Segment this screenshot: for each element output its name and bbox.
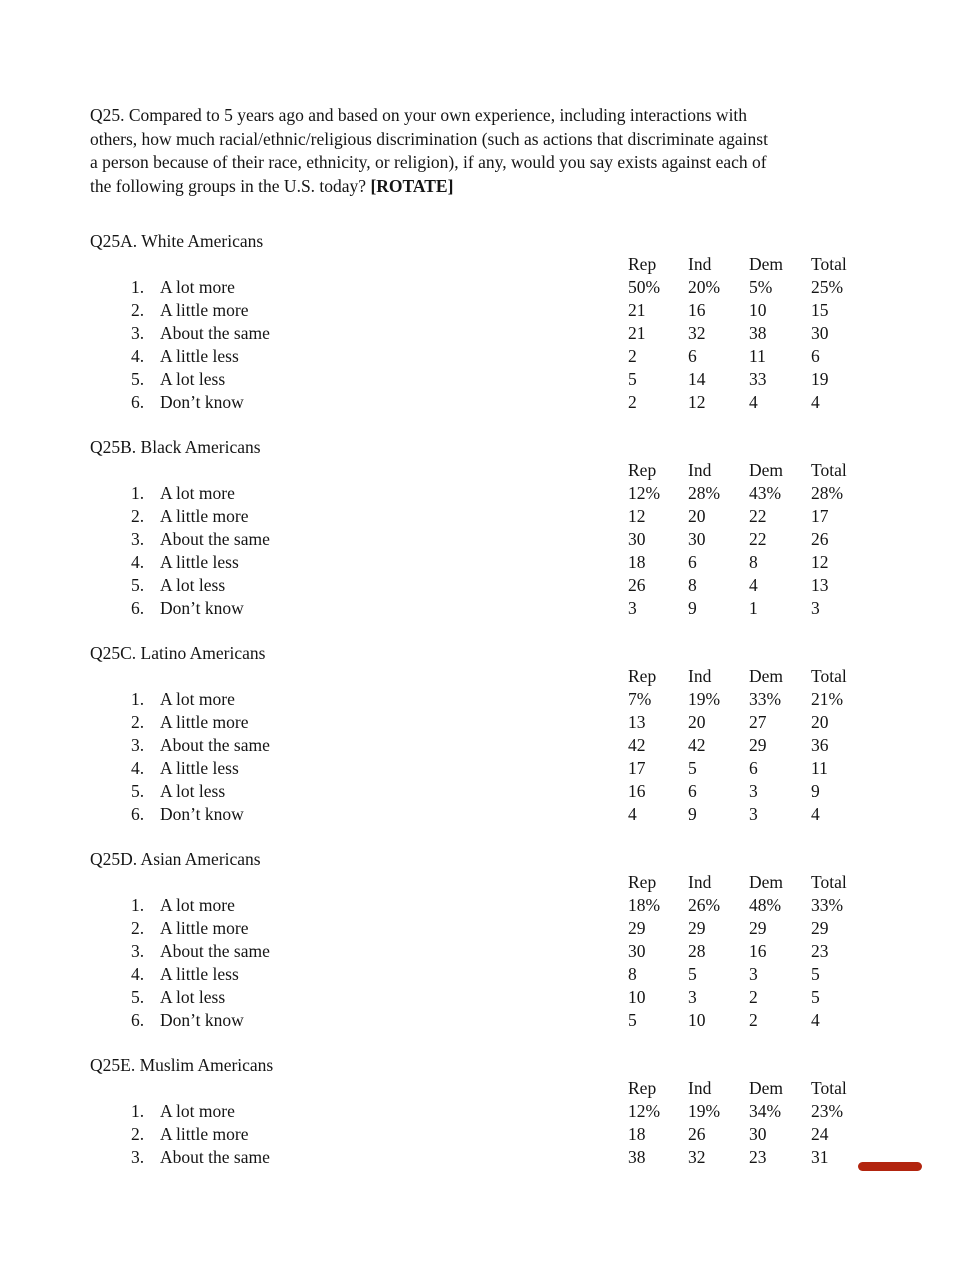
option-label: A little less (160, 552, 239, 572)
option-number: 2. (131, 506, 145, 526)
column-header: Rep (628, 666, 657, 686)
column-header: Dem (749, 872, 784, 892)
value-cell: 29 (811, 918, 829, 938)
intro-line: others, how much racial/ethnic/religious discrimination (such as actions that discriminate against (90, 128, 768, 149)
rotate-directive: [ROTATE] (370, 175, 454, 196)
value-cell: 5 (688, 758, 697, 778)
option-number: 3. (131, 529, 145, 549)
value-cell: 20 (688, 506, 706, 526)
value-cell: 10 (628, 987, 646, 1007)
value-cell: 17 (811, 506, 829, 526)
option-number: 3. (131, 323, 145, 343)
value-cell: 36 (811, 735, 829, 755)
column-header: Ind (688, 254, 712, 274)
value-cell: 32 (688, 323, 706, 343)
option-row (90, 688, 954, 711)
option-row (90, 803, 954, 826)
survey-section (90, 436, 954, 620)
option-label: Don’t know (160, 804, 244, 824)
spacer (160, 1077, 628, 1100)
value-cell: 20% (688, 277, 721, 297)
value-cell: 13 (628, 712, 646, 732)
value-cell: 33% (811, 895, 844, 915)
option-number: 5. (131, 987, 145, 1007)
section-title: Q25B. Black Americans (90, 437, 261, 457)
value-cell: 19% (688, 1101, 721, 1121)
value-cell: 6 (749, 758, 758, 778)
value-cell: 5 (811, 964, 820, 984)
intro-line-text: the following groups in the U.S. today? (90, 175, 371, 196)
value-cell: 29 (688, 918, 706, 938)
table-header-row (90, 871, 954, 894)
value-cell: 28% (811, 483, 844, 503)
value-cell: 5 (628, 369, 637, 389)
value-cell: 1 (749, 598, 758, 618)
value-cell: 4 (811, 392, 820, 412)
option-row (90, 894, 954, 917)
value-cell: 33% (749, 689, 782, 709)
option-number: 2. (131, 300, 145, 320)
value-cell: 3 (749, 964, 758, 984)
spacer (160, 871, 628, 894)
option-row (90, 345, 954, 368)
value-cell: 3 (749, 781, 758, 801)
option-row (90, 1100, 954, 1123)
value-cell: 12% (628, 1101, 661, 1121)
table-header-row (90, 459, 954, 482)
option-number: 4. (131, 758, 145, 778)
value-cell: 28 (688, 941, 706, 961)
option-label: A little more (160, 300, 249, 320)
survey-section (90, 1054, 954, 1169)
value-cell: 29 (628, 918, 646, 938)
option-label: A lot less (160, 575, 226, 595)
value-cell: 12 (811, 552, 829, 572)
table-header-row (90, 665, 954, 688)
option-label: About the same (160, 1147, 270, 1167)
value-cell: 17 (628, 758, 646, 778)
option-row (90, 505, 954, 528)
option-number: 1. (131, 689, 145, 709)
column-header: Total (811, 666, 847, 686)
section-title: Q25D. Asian Americans (90, 849, 261, 869)
option-row (90, 1146, 954, 1169)
option-number: 2. (131, 712, 145, 732)
value-cell: 16 (749, 941, 767, 961)
option-row (90, 780, 954, 803)
value-cell: 2 (749, 1010, 758, 1030)
value-cell: 42 (628, 735, 646, 755)
value-cell: 3 (628, 598, 637, 618)
table-header-row (90, 1077, 954, 1100)
value-cell: 32 (688, 1147, 706, 1167)
option-row (90, 322, 954, 345)
value-cell: 30 (811, 323, 829, 343)
column-header: Ind (688, 872, 712, 892)
option-label: About the same (160, 529, 270, 549)
option-number: 1. (131, 1101, 145, 1121)
value-cell: 2 (628, 346, 637, 366)
option-label: A little more (160, 918, 249, 938)
spacer (131, 665, 160, 688)
value-cell: 23 (811, 941, 829, 961)
value-cell: 8 (628, 964, 637, 984)
spacer (131, 459, 160, 482)
value-cell: 38 (628, 1147, 646, 1167)
option-number: 1. (131, 483, 145, 503)
option-row (90, 597, 954, 620)
option-label: A lot more (160, 689, 235, 709)
value-cell: 27 (749, 712, 767, 732)
value-cell: 26% (688, 895, 721, 915)
survey-section (90, 230, 954, 414)
intro-line (90, 175, 954, 199)
option-number: 6. (131, 1010, 145, 1030)
value-cell: 4 (749, 392, 758, 412)
value-cell: 20 (811, 712, 829, 732)
survey-section (90, 848, 954, 1032)
column-header: Rep (628, 872, 657, 892)
survey-section (90, 642, 954, 826)
sections (90, 230, 954, 1169)
value-cell: 50% (628, 277, 661, 297)
option-number: 5. (131, 369, 145, 389)
value-cell: 3 (749, 804, 758, 824)
option-row (90, 551, 954, 574)
option-number: 3. (131, 735, 145, 755)
red-highlight-marker (858, 1162, 922, 1171)
option-number: 1. (131, 895, 145, 915)
value-cell: 6 (688, 346, 697, 366)
option-number: 4. (131, 552, 145, 572)
value-cell: 15 (811, 300, 829, 320)
option-number: 6. (131, 598, 145, 618)
value-cell: 19% (688, 689, 721, 709)
column-header: Dem (749, 254, 784, 274)
option-label: A lot less (160, 369, 226, 389)
value-cell: 16 (628, 781, 646, 801)
value-cell: 16 (688, 300, 706, 320)
value-cell: 38 (749, 323, 767, 343)
spacer (160, 253, 628, 276)
value-cell: 3 (811, 598, 820, 618)
value-cell: 20 (688, 712, 706, 732)
option-label: A lot more (160, 895, 235, 915)
option-row (90, 391, 954, 414)
value-cell: 26 (811, 529, 829, 549)
value-cell: 34% (749, 1101, 782, 1121)
option-label: A little more (160, 712, 249, 732)
value-cell: 6 (811, 346, 820, 366)
spacer (131, 253, 160, 276)
column-header: Total (811, 460, 847, 480)
option-label: Don’t know (160, 598, 244, 618)
value-cell: 42 (688, 735, 706, 755)
option-number: 3. (131, 941, 145, 961)
table-header-row (90, 253, 954, 276)
section-title: Q25A. White Americans (90, 231, 264, 251)
option-row (90, 1009, 954, 1032)
value-cell: 9 (688, 804, 697, 824)
option-label: Don’t know (160, 392, 244, 412)
value-cell: 18% (628, 895, 661, 915)
value-cell: 22 (749, 506, 767, 526)
value-cell: 26 (688, 1124, 706, 1144)
option-row (90, 917, 954, 940)
section-title: Q25E. Muslim Americans (90, 1055, 274, 1075)
option-label: About the same (160, 941, 270, 961)
value-cell: 30 (688, 529, 706, 549)
value-cell: 12 (628, 506, 646, 526)
value-cell: 7% (628, 689, 652, 709)
option-number: 4. (131, 346, 145, 366)
option-label: About the same (160, 323, 270, 343)
intro-line: a person because of their race, ethnicity, or religion), if any, would you say exists against each of (90, 152, 767, 172)
option-row (90, 574, 954, 597)
option-label: Don’t know (160, 1010, 244, 1030)
value-cell: 8 (688, 575, 697, 595)
option-label: A lot less (160, 781, 226, 801)
column-header: Dem (749, 460, 784, 480)
option-number: 6. (131, 392, 145, 412)
value-cell: 4 (628, 804, 637, 824)
value-cell: 18 (628, 1124, 646, 1144)
value-cell: 5 (628, 1010, 637, 1030)
option-row (90, 940, 954, 963)
column-header: Rep (628, 254, 657, 274)
option-row (90, 711, 954, 734)
value-cell: 2 (749, 987, 758, 1007)
option-row (90, 986, 954, 1009)
option-row (90, 482, 954, 505)
option-label: A lot more (160, 483, 235, 503)
option-number: 5. (131, 575, 145, 595)
value-cell: 30 (628, 941, 646, 961)
option-label: A lot more (160, 277, 235, 297)
value-cell: 22 (749, 529, 767, 549)
value-cell: 19 (811, 369, 829, 389)
value-cell: 29 (749, 735, 767, 755)
value-cell: 43% (749, 483, 782, 503)
spacer (131, 1077, 160, 1100)
value-cell: 30 (628, 529, 646, 549)
value-cell: 29 (749, 918, 767, 938)
value-cell: 11 (749, 346, 766, 366)
value-cell: 18 (628, 552, 646, 572)
value-cell: 30 (749, 1124, 767, 1144)
value-cell: 21 (628, 323, 646, 343)
column-header: Rep (628, 1078, 657, 1098)
spacer (160, 459, 628, 482)
column-header: Total (811, 1078, 847, 1098)
option-row (90, 528, 954, 551)
value-cell: 24 (811, 1124, 829, 1144)
option-row (90, 276, 954, 299)
option-label: A lot more (160, 1101, 235, 1121)
value-cell: 11 (811, 758, 828, 778)
column-header: Dem (749, 666, 784, 686)
value-cell: 5 (811, 987, 820, 1007)
option-row (90, 368, 954, 391)
option-row (90, 734, 954, 757)
option-label: A little more (160, 506, 249, 526)
value-cell: 48% (749, 895, 782, 915)
value-cell: 14 (688, 369, 706, 389)
option-label: A little less (160, 964, 239, 984)
value-cell: 5 (688, 964, 697, 984)
option-number: 2. (131, 918, 145, 938)
value-cell: 12 (688, 392, 706, 412)
option-row (90, 299, 954, 322)
option-label: A lot less (160, 987, 226, 1007)
value-cell: 28% (688, 483, 721, 503)
option-number: 2. (131, 1124, 145, 1144)
column-header: Total (811, 872, 847, 892)
spacer (160, 665, 628, 688)
column-header: Ind (688, 666, 712, 686)
value-cell: 12% (628, 483, 661, 503)
value-cell: 3 (688, 987, 697, 1007)
value-cell: 21% (811, 689, 844, 709)
option-number: 4. (131, 964, 145, 984)
option-number: 5. (131, 781, 145, 801)
value-cell: 6 (688, 552, 697, 572)
value-cell: 8 (749, 552, 758, 572)
option-row (90, 757, 954, 780)
value-cell: 26 (628, 575, 646, 595)
value-cell: 13 (811, 575, 829, 595)
value-cell: 4 (811, 1010, 820, 1030)
value-cell: 2 (628, 392, 637, 412)
value-cell: 10 (688, 1010, 706, 1030)
value-cell: 33 (749, 369, 767, 389)
option-row (90, 1123, 954, 1146)
column-header: Dem (749, 1078, 784, 1098)
option-number: 3. (131, 1147, 145, 1167)
value-cell: 10 (749, 300, 767, 320)
value-cell: 5% (749, 277, 773, 297)
option-label: A little more (160, 1124, 249, 1144)
option-label: A little less (160, 346, 239, 366)
value-cell: 4 (749, 575, 758, 595)
option-label: About the same (160, 735, 270, 755)
column-header: Total (811, 254, 847, 274)
question-intro (90, 104, 954, 198)
column-header: Rep (628, 460, 657, 480)
option-label: A little less (160, 758, 239, 778)
value-cell: 23 (749, 1147, 767, 1167)
option-number: 1. (131, 277, 145, 297)
value-cell: 6 (688, 781, 697, 801)
value-cell: 9 (688, 598, 697, 618)
value-cell: 23% (811, 1101, 844, 1121)
spacer (131, 871, 160, 894)
column-header: Ind (688, 460, 712, 480)
option-number: 6. (131, 804, 145, 824)
value-cell: 9 (811, 781, 820, 801)
column-header: Ind (688, 1078, 712, 1098)
value-cell: 4 (811, 804, 820, 824)
section-title: Q25C. Latino Americans (90, 643, 266, 663)
value-cell: 21 (628, 300, 646, 320)
intro-line: Q25. Compared to 5 years ago and based on your own experience, including interactions with (90, 105, 748, 125)
value-cell: 25% (811, 277, 844, 297)
option-row (90, 963, 954, 986)
value-cell: 31 (811, 1147, 829, 1167)
